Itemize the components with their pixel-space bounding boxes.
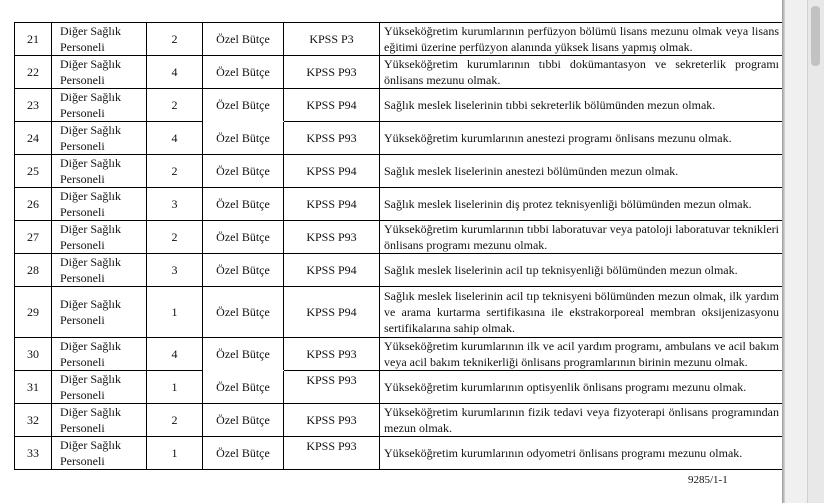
- table-row: [15, 221, 784, 254]
- budget-type: Özel Bütçe: [203, 371, 284, 404]
- table-row: [15, 404, 784, 437]
- row-number: 22: [15, 56, 52, 89]
- position-title: Diğer Sağlık Personeli: [52, 122, 147, 155]
- position-title: Diğer Sağlık Personeli: [52, 89, 147, 122]
- table-row: [15, 338, 784, 371]
- row-number: 26: [15, 188, 52, 221]
- table-row: [15, 287, 784, 338]
- document-code: 9285/1-1: [688, 474, 728, 486]
- kpss-score-type: KPSS P93: [284, 404, 380, 437]
- row-number: 29: [15, 287, 52, 338]
- position-count: 2: [147, 221, 203, 254]
- position-title: Diğer Sağlık Personeli: [52, 188, 147, 221]
- position-title: Diğer Sağlık Personeli: [52, 254, 147, 287]
- scrollbar-thumb[interactable]: [811, 6, 820, 66]
- kpss-score-type: KPSS P93: [284, 221, 380, 254]
- qualification-text: Yükseköğretim kurumlarının odyometri önlisans programı mezunu olmak.: [380, 437, 784, 470]
- row-number: 28: [15, 254, 52, 287]
- position-count: 3: [147, 188, 203, 221]
- position-count: 2: [147, 155, 203, 188]
- budget-type: Özel Bütçe: [203, 221, 284, 254]
- vertical-scrollbar[interactable]: [807, 0, 824, 503]
- row-number: 24: [15, 122, 52, 155]
- kpss-score-type: KPSS P93: [284, 122, 380, 155]
- row-number: 23: [15, 89, 52, 122]
- budget-type: Özel Bütçe: [203, 437, 284, 470]
- qualification-text: Sağlık meslek liselerinin tıbbi sekreterlik bölümünden mezun olmak.: [380, 89, 784, 122]
- position-title: Diğer Sağlık Personeli: [52, 56, 147, 89]
- table-row: [15, 89, 784, 122]
- row-number: 32: [15, 404, 52, 437]
- position-title: Diğer Sağlık Personeli: [52, 23, 147, 56]
- budget-type: Özel Bütçe: [203, 56, 284, 89]
- page-edge-shadow: [782, 0, 785, 503]
- qualification-text: Sağlık meslek liselerinin anestezi bölümünden mezun olmak.: [380, 155, 784, 188]
- kpss-score-type: KPSS P93: [284, 338, 380, 371]
- table-row: [15, 23, 784, 56]
- row-number: 31: [15, 371, 52, 404]
- position-title: Diğer Sağlık Personeli: [52, 371, 147, 404]
- kpss-score-type: KPSS P94: [284, 188, 380, 221]
- row-number: 21: [15, 23, 52, 56]
- qualification-text: Sağlık meslek liselerinin acil tıp teknisyenliği bölümünden mezun olmak.: [380, 254, 784, 287]
- qualification-text: Yükseköğretim kurumlarının tıbbi laboratuvar veya patoloji laboratuvar teknikleri önlisans programı mezunu olmak.: [380, 221, 784, 254]
- kpss-score-type: KPSS P93: [284, 371, 380, 404]
- position-count: 2: [147, 23, 203, 56]
- qualification-text: Sağlık meslek liselerinin acil tıp teknisyeni bölümünden mezun olmak, ilk yardım ve arama kurtarma sertifikasına ile ekstrakorporeal membran oksijenizasyonu sertifikalarına sahip olmak.: [380, 287, 784, 338]
- row-number: 33: [15, 437, 52, 470]
- position-title: Diğer Sağlık Personeli: [52, 338, 147, 371]
- table-row: [15, 371, 784, 404]
- kpss-score-type: KPSS P94: [284, 89, 380, 122]
- budget-type: Özel Bütçe: [203, 155, 284, 188]
- row-number: 27: [15, 221, 52, 254]
- position-count: 3: [147, 254, 203, 287]
- kpss-score-type: KPSS P93: [284, 56, 380, 89]
- position-count: 4: [147, 122, 203, 155]
- position-title: Diğer Sağlık Personeli: [52, 221, 147, 254]
- kpss-score-type: KPSS P94: [284, 254, 380, 287]
- budget-type: Özel Bütçe: [203, 188, 284, 221]
- position-title: Diğer Sağlık Personeli: [52, 437, 147, 470]
- kpss-score-type: KPSS P3: [284, 23, 380, 56]
- kpss-score-type: KPSS P94: [284, 155, 380, 188]
- budget-type: Özel Bütçe: [203, 23, 284, 56]
- budget-type: Özel Bütçe: [203, 338, 284, 371]
- qualification-text: Yükseköğretim kurumlarının optisyenlik önlisans programı mezunu olmak.: [380, 371, 784, 404]
- table-row: [15, 188, 784, 221]
- budget-type: Özel Bütçe: [203, 404, 284, 437]
- table-row: [15, 254, 784, 287]
- budget-type: Özel Bütçe: [203, 122, 284, 155]
- qualification-text: Yükseköğretim kurumlarının anestezi programı önlisans mezunu olmak.: [380, 122, 784, 155]
- row-number: 30: [15, 338, 52, 371]
- qualification-text: Sağlık meslek liselerinin diş protez teknisyenliği bölümünden mezun olmak.: [380, 188, 784, 221]
- table-row: [15, 437, 784, 470]
- position-count: 1: [147, 437, 203, 470]
- budget-type: Özel Bütçe: [203, 254, 284, 287]
- position-count: 4: [147, 56, 203, 89]
- position-title: Diğer Sağlık Personeli: [52, 155, 147, 188]
- position-count: 1: [147, 287, 203, 338]
- position-count: 4: [147, 338, 203, 371]
- qualification-text: Yükseköğretim kurumlarının ilk ve acil yardım programı, ambulans ve acil bakım veya acil bakım teknikerliği önlisans programlarının birinin mezunu olmak.: [380, 338, 784, 371]
- table-row: [15, 122, 784, 155]
- budget-type: Özel Bütçe: [203, 287, 284, 338]
- kpss-score-type: KPSS P93: [284, 437, 380, 470]
- position-title: Diğer Sağlık Personeli: [52, 404, 147, 437]
- position-count: 2: [147, 89, 203, 122]
- qualification-text: Yükseköğretim kurumlarının fizik tedavi veya fizyoterapi önlisans programından mezun olmak.: [380, 404, 784, 437]
- position-count: 2: [147, 404, 203, 437]
- table-row: [15, 155, 784, 188]
- position-count: 1: [147, 371, 203, 404]
- table-row: [15, 56, 784, 89]
- positions-table: [14, 22, 784, 470]
- budget-type: Özel Bütçe: [203, 89, 284, 122]
- kpss-score-type: KPSS P94: [284, 287, 380, 338]
- qualification-text: Yükseköğretim kurumlarının tıbbi dokümantasyon ve sekreterlik programı önlisans mezunu olmak.: [380, 56, 784, 89]
- position-title: Diğer Sağlık Personeli: [52, 287, 147, 338]
- qualification-text: Yükseköğretim kurumlarının perfüzyon bölümü lisans mezunu olmak veya lisans eğitimi üzerine perfüzyon alanında yüksek lisans yapmış olmak.: [380, 23, 784, 56]
- row-number: 25: [15, 155, 52, 188]
